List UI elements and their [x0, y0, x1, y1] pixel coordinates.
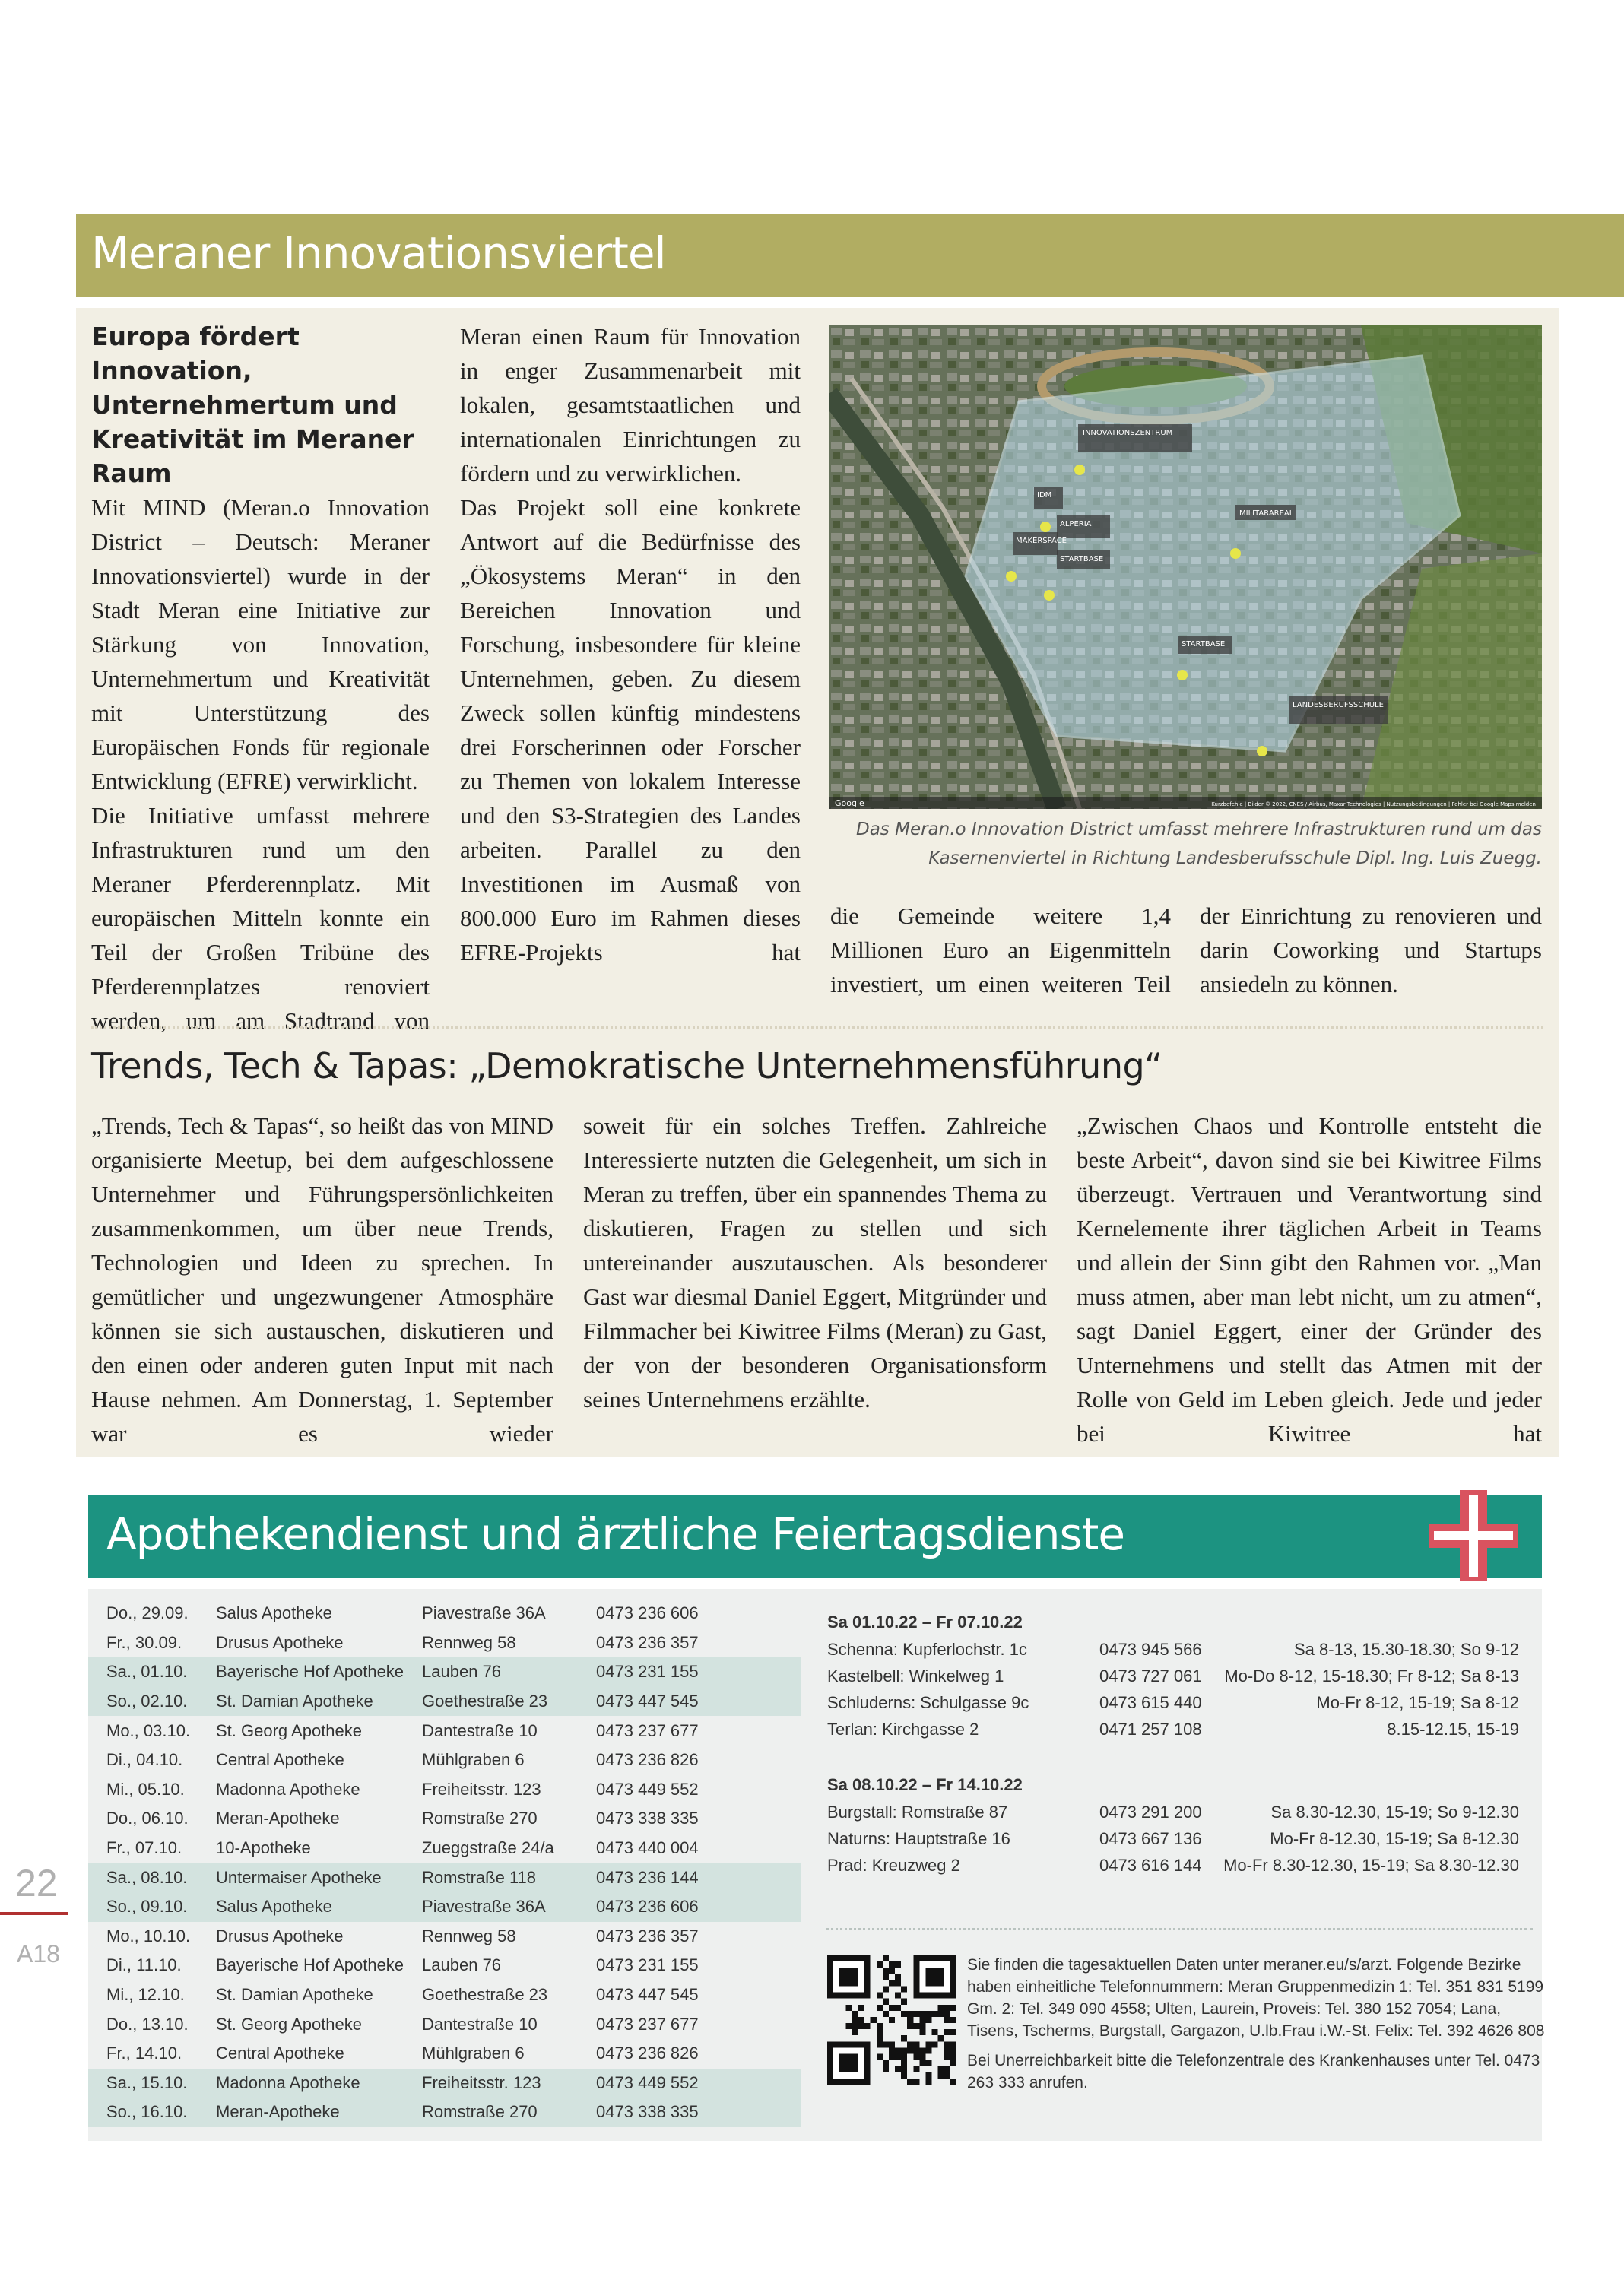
pharmacy-date: Sa., 08.10.	[88, 1863, 198, 1892]
article-paragraph: Meran einen Raum für Innovation in enger Zusammenarbeit mit lokalen, gesamtstaatlichen und internationalen Einrichtungen zu fördern und zu verwirklichen.	[460, 323, 801, 487]
pharmacy-phone: 0473 236 826	[596, 2044, 699, 2063]
doctor-hours: Sa 8.30-12.30, 15-19; So 9-12.30	[1270, 1803, 1519, 1822]
article-paragraph: „Zwischen Chaos und Kontrolle entsteht die beste Arbeit“, davon sind sie bei Kiwitree Films überzeugt. Vertrauen und Verantwortung sind Kernelemente ihrer täglichen Arbeit in Teams und allein der Sinn gibt den Rahmen vor. „Man muss atmen, aber man lebt nicht, um zu atmen“, sagt Daniel Eggert, einer der Gründer des Unternehmens und stellt das Atmen mit der Rolle von Geld im Leben gleich. Jede und jeder bei Kiwitree hat	[1077, 1112, 1542, 1447]
map-caption: Das Meran.o Innovation District umfasst mehrere Infrastrukturen rund um das Kasernenviertel in Richtung Landesberufsschule Dipl. Ing. Luis Zuegg.	[856, 820, 1542, 868]
pharmacy-row	[88, 2098, 801, 2127]
pharmacy-phone: 0473 236 357	[596, 1632, 699, 1652]
pharmacy-street: Romstraße 270	[422, 1809, 538, 1828]
doctor-week-1	[827, 1609, 1519, 1743]
pharmacy-street: Dantestraße 10	[422, 1720, 538, 1740]
doctor-place: Schluderns: Schulgasse 9c	[827, 1693, 1029, 1712]
map-attribution: Kurzbefehle | Bilder © 2022, CNES / Airbus, Maxar Technologies | Nutzungsbedingungen | Fehler bei Google Maps melden	[1211, 801, 1536, 807]
doctor-row	[827, 1716, 1519, 1743]
pharmacy-name: Meran-Apotheke	[198, 2098, 404, 2127]
pharmacy-phone: 0473 236 357	[596, 1926, 699, 1945]
doctor-row	[827, 1689, 1519, 1716]
pharmacy-street: Freiheitsstr. 123	[404, 2069, 578, 2098]
pharmacy-phone: 0473 236 606	[596, 1603, 699, 1623]
info-divider	[826, 1928, 1533, 1930]
pharmacy-street: Goethestraße 23	[422, 1985, 548, 2005]
pharmacy-row	[88, 1599, 801, 1628]
doctor-hours: Sa 8-13, 15.30-18.30; So 9-12	[1294, 1640, 1519, 1659]
pharmacy-row	[88, 1951, 801, 1980]
pharmacy-row	[88, 1775, 801, 1805]
pharmacy-date: Do., 06.10.	[106, 1809, 189, 1828]
page-subnumber: A18	[17, 1940, 60, 1968]
info-paragraph: Bei Unerreichbarkeit bitte die Telefonzentrale des Krankenhauses unter Tel. 0473 263 333 anrufen.	[967, 2052, 1540, 2091]
article-column-2	[460, 319, 801, 969]
doctor-place: Kastelbell: Winkelweg 1	[827, 1666, 1004, 1685]
pharmacy-phone: 0473 236 826	[596, 1750, 699, 1770]
subarticle-column-3	[1077, 1108, 1542, 1451]
pharmacy-phone: 0473 338 335	[596, 1809, 699, 1828]
pharmacy-phone: 0473 449 552	[578, 2069, 801, 2098]
pharmacy-date: Mi., 12.10.	[106, 1985, 185, 2005]
pharmacy-row	[88, 1863, 801, 1892]
pharmacy-row	[88, 1834, 801, 1863]
pharmacy-street: Goethestraße 23	[404, 1687, 578, 1717]
pharmacy-street: Romstraße 118	[404, 1863, 578, 1892]
section-title: Meraner Innovationsviertel	[91, 227, 666, 279]
pharmacy-name: Drusus Apotheke	[216, 1926, 344, 1945]
article-paragraph: Mit MIND (Meran.o Innovation District – Deutsch: Meraner Innovationsviertel) wurde in der Stadt Meran eine Initiative zur Stärkung von Innovation, Unternehmertum und Kreativität mit Unterstützung des Europäischen Fonds für regionale Entwicklung (EFRE) verwirklicht.	[91, 494, 430, 794]
doctor-hours: Mo-Do 8-12, 15-18.30; Fr 8-12; Sa 8-13	[1224, 1666, 1519, 1685]
pharmacy-row	[88, 1922, 801, 1952]
pharmacy-phone: 0473 236 144	[578, 1863, 801, 1892]
pharmacy-phone: 0473 447 545	[596, 1985, 699, 2005]
doctor-hours: Mo-Fr 8-12.30, 15-19; Sa 8-12.30	[1270, 1829, 1519, 1848]
article-paragraph: die Gemeinde weitere 1,4 Millionen Euro an Eigenmitteln investiert, um einen weiteren Teil	[830, 902, 1171, 997]
pharmacy-street: Mühlgraben 6	[422, 1750, 525, 1770]
pharmacy-date: Fr., 30.09.	[106, 1632, 182, 1652]
pharmacy-name: Drusus Apotheke	[216, 1632, 344, 1652]
pharmacy-name: St. Damian Apotheke	[198, 1687, 404, 1717]
pharmacy-street: Zueggstraße 24/a	[422, 1838, 554, 1858]
doctor-place: Terlan: Kirchgasse 2	[827, 1720, 979, 1739]
doctor-phone: 0471 257 108	[1099, 1720, 1202, 1739]
map-label-alperia: ALPERIA	[1060, 520, 1092, 528]
pharmacy-street: Piavestraße 36A	[404, 1892, 578, 1922]
article-column-4	[1200, 899, 1542, 1001]
pharmacy-phone: 0473 447 545	[578, 1687, 801, 1717]
pharmacy-phone: 0473 231 155	[578, 1657, 801, 1687]
week-heading: Sa 01.10.22 – Fr 07.10.22	[827, 1612, 1023, 1632]
doctor-phone: 0473 616 144	[1099, 1856, 1202, 1875]
doctor-phone: 0473 945 566	[1099, 1640, 1202, 1659]
doctor-hours: 8.15-12.15, 15-19	[1387, 1720, 1519, 1739]
pharmacy-date: So., 09.10.	[88, 1892, 198, 1922]
pharmacy-phone: 0473 236 606	[578, 1892, 801, 1922]
pharmacy-phone: 0473 338 335	[578, 2098, 801, 2127]
article-column-1	[91, 319, 430, 1038]
pharmacy-street: Piavestraße 36A	[422, 1603, 546, 1623]
pharmacy-phone: 0473 231 155	[596, 1955, 699, 1975]
pharmacy-phone: 0473 237 677	[596, 2014, 699, 2034]
pharmacy-row	[88, 1716, 801, 1746]
map-label-makerspace: MAKERSPACE	[1016, 537, 1067, 545]
article-column-3	[830, 899, 1171, 1001]
doctor-phone: 0473 291 200	[1099, 1803, 1202, 1822]
doctor-place: Prad: Kreuzweg 2	[827, 1856, 960, 1875]
pharmacy-name: Bayerische Hof Apotheke	[198, 1657, 404, 1687]
pharmacy-street: Mühlgraben 6	[422, 2044, 525, 2063]
pharmacy-date: Sa., 01.10.	[88, 1657, 198, 1687]
pharmacy-row	[88, 1657, 801, 1687]
pharmacy-street: Dantestraße 10	[422, 2014, 538, 2034]
pharmacy-row	[88, 1804, 801, 1834]
pharmacy-date: Di., 11.10.	[106, 1955, 182, 1975]
page-number-rule	[0, 1912, 68, 1915]
pharmacy-row	[88, 2009, 801, 2039]
pharmacy-name: St. Damian Apotheke	[216, 1985, 373, 2005]
doctor-row	[827, 1825, 1519, 1852]
week-heading: Sa 08.10.22 – Fr 14.10.22	[827, 1775, 1023, 1794]
map-label-startbase: STARTBASE	[1182, 640, 1226, 648]
pharmacy-row	[88, 1980, 801, 2010]
pharmacy-schedule-table	[88, 1599, 801, 2127]
pharmacy-date: Mo., 10.10.	[106, 1926, 191, 1945]
pharmacy-phone: 0473 237 677	[596, 1720, 699, 1740]
page-number: 22	[15, 1862, 58, 1904]
article-lead: Europa fördert Innovation, Unternehmertum und Kreativität im Meraner Raum	[91, 322, 414, 488]
pharmacy-date: Do., 13.10.	[106, 2014, 189, 2034]
info-paragraph: Sie finden die tagesaktuellen Daten unter meraner.eu/s/arzt. Folgende Bezirke haben einheitliche Telefonnummern: Meran Gruppenmedizin 1: Tel. 351 831 5199 Gm. 2: Tel. 349 090 4558; Ulten, Laurein, Proveis: Tel. 380 152 7054; Lana, Tisens, Tscherms, Burgstall, Gargazon, U.lb.Frau i.W.-St. Felix: Tel. 392 4626 808	[967, 1956, 1545, 2040]
pharmacy-phone: 0473 440 004	[596, 1838, 699, 1858]
pharmacy-street: Rennweg 58	[422, 1926, 516, 1945]
map-label-landesberufsschule: LANDESBERUFSSCHULE	[1293, 701, 1384, 709]
pharmacy-name: Bayerische Hof Apotheke	[216, 1955, 404, 1975]
doctor-row	[827, 1852, 1519, 1879]
doctor-place: Naturns: Hauptstraße 16	[827, 1829, 1010, 1848]
pharmacy-date: Fr., 07.10.	[106, 1838, 182, 1858]
pharmacy-phone: 0473 449 552	[596, 1779, 699, 1799]
pharmacy-street: Freiheitsstr. 123	[422, 1779, 541, 1799]
doctor-place: Burgstall: Romstraße 87	[827, 1803, 1008, 1822]
section-header-innovationsviertel	[76, 214, 1624, 297]
qr-code-image[interactable]	[827, 1955, 956, 2085]
pharmacy-row	[88, 2069, 801, 2098]
pharmacy-street: Romstraße 270	[404, 2098, 578, 2127]
article-paragraph: soweit für ein solches Treffen. Zahlreiche Interessierte nutzten die Gelegenheit, um sich in Meran zu treffen, über ein spannendes Thema zu diskutieren, Fragen zu stellen und sich untereinander auszutauschen. Als besonderer Gast war diesmal Daniel Eggert, Mitgründer und Filmmacher bei Kiwitree Films (Meran) zu Gast, der von der besonderen Organisationsform seines Unternehmens erzählte.	[583, 1112, 1047, 1413]
pharmacy-row	[88, 2039, 801, 2069]
pharmacy-date: So., 02.10.	[88, 1687, 198, 1717]
district-map-image	[829, 325, 1542, 809]
doctor-row	[827, 1799, 1519, 1825]
map-label-militaerareal: MILITÄRAREAL	[1239, 509, 1294, 518]
pharmacy-name: Untermaiser Apotheke	[198, 1863, 404, 1892]
doctor-phone: 0473 667 136	[1099, 1829, 1202, 1848]
pharmacy-name: Central Apotheke	[216, 2044, 344, 2063]
info-text	[967, 1954, 1545, 2101]
subarticle-column-1	[91, 1108, 553, 1451]
doctor-week-2	[827, 1771, 1519, 1879]
pharmacy-name: St. Georg Apotheke	[216, 1720, 363, 1740]
map-google-logo: Google	[835, 798, 864, 808]
doctor-row	[827, 1663, 1519, 1689]
map-label-idm: IDM	[1037, 491, 1052, 499]
pharmacy-date: Sa., 15.10.	[88, 2069, 198, 2098]
pharmacy-name: Meran-Apotheke	[216, 1809, 340, 1828]
map-label-startbase: STARTBASE	[1060, 555, 1104, 563]
doctor-phone: 0473 615 440	[1099, 1693, 1202, 1712]
medical-cross-icon	[1429, 1490, 1518, 1581]
article-paragraph: Das Projekt soll eine konkrete Antwort auf die Bedürfnisse des „Ökosystems Meran“ in den Bereichen Innovation und Forschung, insbesondere für kleine Unternehmen, geben. Zu diesem Zweck sollen künftig mindestens drei Forscherinnen oder Forscher zu Themen von lokalem Interesse und den S3-Strategien des Landes arbeiten. Parallel zu den Investitionen im Ausmaß von 800.000 Euro im Rahmen dieses EFRE-Projekts hat	[460, 494, 801, 966]
section-header-apothekendienst	[88, 1495, 1542, 1578]
pharmacy-date: Mo., 03.10.	[106, 1720, 191, 1740]
pharmacy-row	[88, 1687, 801, 1717]
pharmacy-date: Di., 04.10.	[106, 1750, 183, 1770]
doctor-place: Schenna: Kupferlochstr. 1c	[827, 1640, 1027, 1659]
pharmacy-name: Central Apotheke	[216, 1750, 344, 1770]
pharmacy-street: Rennweg 58	[422, 1632, 516, 1652]
article-paragraph: der Einrichtung zu renovieren und darin Coworking und Startups ansiedeln zu können.	[1200, 902, 1542, 997]
pharmacy-row	[88, 1892, 801, 1922]
subarticle-title: Trends, Tech & Tapas: „Demokratische Unternehmensführung“	[91, 1045, 1162, 1086]
map-label-innovationszentrum: INNOVATIONSZENTRUM	[1083, 429, 1173, 437]
pharmacy-date: Mi., 05.10.	[106, 1779, 185, 1799]
pharmacy-date: So., 16.10.	[88, 2098, 198, 2127]
pharmacy-row	[88, 1746, 801, 1775]
doctor-hours: Mo-Fr 8.30-12.30, 15-19; Sa 8.30-12.30	[1223, 1856, 1519, 1875]
article-paragraph: „Trends, Tech & Tapas“, so heißt das von MIND organisierte Meetup, bei dem aufgeschlossene Unternehmer und Führungspersönlichkeiten zusammenkommen, um über neue Trends, Technologien und Ideen zu sprechen. In gemütlicher und ungezwungener Atmosphäre können sie sich austauschen, diskutieren und den einen oder anderen guten Input mit nach Hause nehmen. Am Donnerstag, 1. September war es wieder	[91, 1112, 553, 1447]
doctor-hours: Mo-Fr 8-12, 15-19; Sa 8-12	[1316, 1693, 1519, 1712]
pharmacy-name: Madonna Apotheke	[216, 1779, 360, 1799]
subarticle-column-2	[583, 1108, 1047, 1416]
doctor-row	[827, 1636, 1519, 1663]
pharmacy-name: Madonna Apotheke	[198, 2069, 404, 2098]
pharmacy-street: Lauben 76	[404, 1657, 578, 1687]
section-title: Apothekendienst und ärztliche Feiertagsdienste	[106, 1508, 1125, 1560]
pharmacy-date: Do., 29.09.	[106, 1603, 189, 1623]
section-divider	[91, 1026, 1543, 1029]
pharmacy-name: St. Georg Apotheke	[216, 2014, 363, 2034]
doctor-phone: 0473 727 061	[1099, 1666, 1202, 1685]
article-paragraph: Die Initiative umfasst mehrere Infrastrukturen rund um den Meraner Pferderennplatz. Mit europäischen Mitteln konnte ein Teil der Großen Tribüne des Pferderennplatzes renoviert werden, um am Stadtrand von	[91, 802, 430, 1034]
pharmacy-row	[88, 1628, 801, 1658]
pharmacy-date: Fr., 14.10.	[106, 2044, 182, 2063]
pharmacy-name: 10-Apotheke	[216, 1838, 311, 1858]
pharmacy-name: Salus Apotheke	[216, 1603, 332, 1623]
pharmacy-street: Lauben 76	[422, 1955, 502, 1975]
pharmacy-name: Salus Apotheke	[198, 1892, 404, 1922]
